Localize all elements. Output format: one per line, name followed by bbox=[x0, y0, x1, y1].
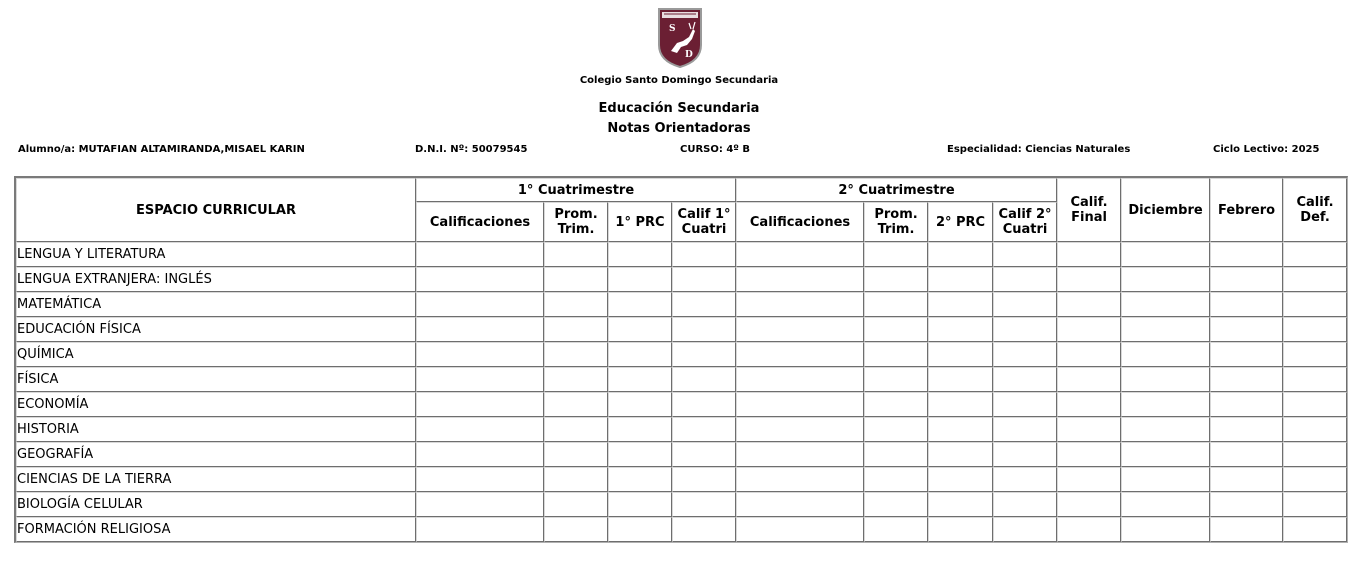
grade-cell bbox=[736, 242, 864, 267]
grade-cell bbox=[1121, 442, 1210, 467]
grade-cell bbox=[928, 317, 993, 342]
grade-cell bbox=[736, 317, 864, 342]
grade-cell bbox=[864, 342, 928, 367]
grade-cell bbox=[1210, 442, 1283, 467]
grade-cell bbox=[608, 517, 672, 542]
grade-cell bbox=[993, 467, 1057, 492]
grade-cell bbox=[416, 292, 544, 317]
grade-cell bbox=[928, 417, 993, 442]
grade-cell bbox=[608, 417, 672, 442]
grade-cell bbox=[928, 442, 993, 467]
table-row bbox=[16, 342, 1347, 367]
grade-cell bbox=[1057, 317, 1121, 342]
grade-cell bbox=[864, 392, 928, 417]
grade-cell bbox=[608, 442, 672, 467]
grade-cell bbox=[1057, 267, 1121, 292]
grade-cell bbox=[928, 517, 993, 542]
grade-cell bbox=[993, 367, 1057, 392]
grade-cell bbox=[416, 242, 544, 267]
subject-name: CIENCIAS DE LA TIERRA bbox=[16, 467, 416, 492]
grade-cell bbox=[608, 467, 672, 492]
subject-name: LENGUA Y LITERATURA bbox=[16, 242, 416, 267]
grade-cell bbox=[1283, 317, 1347, 342]
grade-cell bbox=[416, 517, 544, 542]
table-row bbox=[16, 317, 1347, 342]
grade-cell bbox=[416, 467, 544, 492]
table-row bbox=[16, 467, 1347, 492]
header-term1: 1° Cuatrimestre bbox=[416, 178, 736, 202]
grade-cell bbox=[864, 442, 928, 467]
grade-cell bbox=[864, 367, 928, 392]
grade-cell bbox=[608, 342, 672, 367]
grade-cell bbox=[544, 367, 608, 392]
grade-cell bbox=[1283, 417, 1347, 442]
grade-cell bbox=[1121, 492, 1210, 517]
grade-cell bbox=[544, 417, 608, 442]
subject-name: ECONOMÍA bbox=[16, 392, 416, 417]
grade-cell bbox=[544, 517, 608, 542]
grade-cell bbox=[1283, 242, 1347, 267]
grades-table bbox=[14, 176, 1348, 543]
student-name: Alumno/a: MUTAFIAN ALTAMIRANDA,MISAEL KARIN bbox=[18, 144, 305, 155]
grade-cell bbox=[672, 442, 736, 467]
grade-cell bbox=[993, 442, 1057, 467]
header-term2-prc: 2° PRC bbox=[928, 202, 993, 242]
grade-cell bbox=[544, 242, 608, 267]
grade-cell bbox=[416, 442, 544, 467]
grade-cell bbox=[736, 342, 864, 367]
grade-cell bbox=[736, 392, 864, 417]
student-specialty: Especialidad: Ciencias Naturales bbox=[947, 144, 1131, 155]
table-row bbox=[16, 267, 1347, 292]
grade-cell bbox=[608, 267, 672, 292]
grade-cell bbox=[1057, 467, 1121, 492]
grade-cell bbox=[1210, 242, 1283, 267]
header-term1-prom-trim: Prom. Trim. bbox=[544, 202, 608, 242]
grade-cell bbox=[1210, 417, 1283, 442]
grade-cell bbox=[736, 367, 864, 392]
grade-cell bbox=[1210, 317, 1283, 342]
grade-cell bbox=[1057, 242, 1121, 267]
grade-cell bbox=[544, 492, 608, 517]
grade-cell bbox=[544, 467, 608, 492]
grade-cell bbox=[1121, 292, 1210, 317]
grade-cell bbox=[1283, 292, 1347, 317]
grade-cell bbox=[1283, 367, 1347, 392]
crest-letter-s: S bbox=[669, 24, 676, 34]
grade-cell bbox=[1210, 292, 1283, 317]
subject-name: GEOGRAFÍA bbox=[16, 442, 416, 467]
grade-cell bbox=[1210, 517, 1283, 542]
grade-cell bbox=[864, 517, 928, 542]
grade-cell bbox=[1121, 317, 1210, 342]
grade-cell bbox=[1121, 517, 1210, 542]
grade-cell bbox=[736, 492, 864, 517]
grade-cell bbox=[1121, 467, 1210, 492]
grade-cell bbox=[672, 342, 736, 367]
grade-cell bbox=[928, 267, 993, 292]
table-row bbox=[16, 392, 1347, 417]
grade-cell bbox=[993, 242, 1057, 267]
school-name: Colegio Santo Domingo Secundaria bbox=[579, 75, 779, 86]
grade-cell bbox=[1121, 392, 1210, 417]
grade-cell bbox=[993, 492, 1057, 517]
header-term1-prc: 1° PRC bbox=[608, 202, 672, 242]
grade-cell bbox=[544, 292, 608, 317]
grade-cell bbox=[1057, 292, 1121, 317]
grade-cell bbox=[1057, 392, 1121, 417]
grade-cell bbox=[736, 467, 864, 492]
subject-name: HISTORIA bbox=[16, 417, 416, 442]
subject-name: FORMACIÓN RELIGIOSA bbox=[16, 517, 416, 542]
grade-cell bbox=[672, 292, 736, 317]
header-term1-calificaciones: Calificaciones bbox=[416, 202, 544, 242]
grade-cell bbox=[864, 417, 928, 442]
subject-name: BIOLOGÍA CELULAR bbox=[16, 492, 416, 517]
grade-cell bbox=[1283, 392, 1347, 417]
grade-cell bbox=[608, 292, 672, 317]
subject-name: MATEMÁTICA bbox=[16, 292, 416, 317]
header-diciembre: Diciembre bbox=[1121, 178, 1210, 242]
grade-cell bbox=[1283, 492, 1347, 517]
grade-cell bbox=[416, 367, 544, 392]
header-calif-def: Calif. Def. bbox=[1283, 178, 1347, 242]
grade-cell bbox=[1210, 342, 1283, 367]
grade-cell bbox=[1057, 517, 1121, 542]
table-row bbox=[16, 242, 1347, 267]
grade-cell bbox=[1283, 442, 1347, 467]
grade-cell bbox=[544, 317, 608, 342]
grade-cell bbox=[1121, 417, 1210, 442]
grade-cell bbox=[864, 317, 928, 342]
grade-cell bbox=[608, 492, 672, 517]
grade-cell bbox=[544, 267, 608, 292]
grade-cell bbox=[1121, 367, 1210, 392]
grade-cell bbox=[672, 267, 736, 292]
grade-cell bbox=[416, 342, 544, 367]
grade-cell bbox=[993, 517, 1057, 542]
table-row bbox=[16, 292, 1347, 317]
education-level: Educación Secundaria bbox=[598, 101, 760, 116]
grade-cell bbox=[1210, 367, 1283, 392]
grade-cell bbox=[1210, 492, 1283, 517]
table-row bbox=[16, 442, 1347, 467]
table-row bbox=[16, 367, 1347, 392]
grade-cell bbox=[1283, 342, 1347, 367]
header-febrero: Febrero bbox=[1210, 178, 1283, 242]
header-calif-final: Calif. Final bbox=[1057, 178, 1121, 242]
grade-cell bbox=[1210, 392, 1283, 417]
grade-cell bbox=[1121, 342, 1210, 367]
school-crest-logo bbox=[657, 7, 703, 69]
grade-cell bbox=[416, 317, 544, 342]
header-term2-calificaciones: Calificaciones bbox=[736, 202, 864, 242]
grade-cell bbox=[736, 292, 864, 317]
grade-cell bbox=[1057, 417, 1121, 442]
grade-cell bbox=[672, 242, 736, 267]
grade-cell bbox=[1283, 267, 1347, 292]
grade-cell bbox=[864, 467, 928, 492]
student-dni: D.N.I. Nº: 50079545 bbox=[415, 144, 528, 155]
subject-name: EDUCACIÓN FÍSICA bbox=[16, 317, 416, 342]
grade-cell bbox=[993, 292, 1057, 317]
crest-letter-d: D bbox=[685, 50, 693, 60]
grade-cell bbox=[672, 467, 736, 492]
grade-cell bbox=[864, 492, 928, 517]
grade-cell bbox=[928, 467, 993, 492]
grade-cell bbox=[864, 242, 928, 267]
grade-cell bbox=[1057, 442, 1121, 467]
grade-cell bbox=[1283, 517, 1347, 542]
school-year: Ciclo Lectivo: 2025 bbox=[1213, 144, 1320, 155]
grade-cell bbox=[1057, 342, 1121, 367]
grade-cell bbox=[672, 517, 736, 542]
grade-cell bbox=[736, 517, 864, 542]
grade-cell bbox=[544, 442, 608, 467]
grades-table-body bbox=[16, 242, 1347, 542]
grade-cell bbox=[1057, 492, 1121, 517]
grade-cell bbox=[672, 317, 736, 342]
grade-cell bbox=[993, 267, 1057, 292]
grade-cell bbox=[608, 242, 672, 267]
grade-cell bbox=[736, 267, 864, 292]
header-subject: ESPACIO CURRICULAR bbox=[16, 178, 416, 242]
grade-cell bbox=[544, 392, 608, 417]
subject-name: LENGUA EXTRANJERA: INGLÉS bbox=[16, 267, 416, 292]
header-term2-calif-cuatri: Calif 2° Cuatri bbox=[993, 202, 1057, 242]
table-row bbox=[16, 417, 1347, 442]
grade-cell bbox=[1283, 467, 1347, 492]
grade-cell bbox=[736, 417, 864, 442]
grade-cell bbox=[864, 292, 928, 317]
header-term2-prom-trim: Prom. Trim. bbox=[864, 202, 928, 242]
header-term2: 2° Cuatrimestre bbox=[736, 178, 1057, 202]
grade-cell bbox=[928, 242, 993, 267]
grade-cell bbox=[993, 417, 1057, 442]
grade-cell bbox=[544, 342, 608, 367]
grade-cell bbox=[1210, 267, 1283, 292]
grade-cell bbox=[672, 417, 736, 442]
header-term1-calif-cuatri: Calif 1° Cuatri bbox=[672, 202, 736, 242]
grade-cell bbox=[928, 292, 993, 317]
grade-cell bbox=[736, 442, 864, 467]
grade-cell bbox=[864, 267, 928, 292]
grade-cell bbox=[1057, 367, 1121, 392]
subject-name: FÍSICA bbox=[16, 367, 416, 392]
grade-cell bbox=[1210, 467, 1283, 492]
grade-cell bbox=[672, 367, 736, 392]
grade-cell bbox=[993, 317, 1057, 342]
grade-cell bbox=[416, 492, 544, 517]
grade-cell bbox=[608, 367, 672, 392]
grade-cell bbox=[928, 367, 993, 392]
grade-cell bbox=[416, 267, 544, 292]
grade-cell bbox=[993, 342, 1057, 367]
grade-cell bbox=[608, 317, 672, 342]
subject-name: QUÍMICA bbox=[16, 342, 416, 367]
grade-cell bbox=[416, 417, 544, 442]
grade-cell bbox=[608, 392, 672, 417]
grade-cell bbox=[928, 342, 993, 367]
grade-cell bbox=[416, 392, 544, 417]
grade-cell bbox=[672, 392, 736, 417]
grade-cell bbox=[928, 392, 993, 417]
grade-cell bbox=[1121, 242, 1210, 267]
grade-cell bbox=[1121, 267, 1210, 292]
table-row bbox=[16, 517, 1347, 542]
student-course: CURSO: 4º B bbox=[680, 144, 751, 155]
grade-cell bbox=[928, 492, 993, 517]
grade-cell bbox=[993, 392, 1057, 417]
table-row bbox=[16, 492, 1347, 517]
document-title: Notas Orientadoras bbox=[607, 121, 751, 136]
grade-cell bbox=[672, 492, 736, 517]
